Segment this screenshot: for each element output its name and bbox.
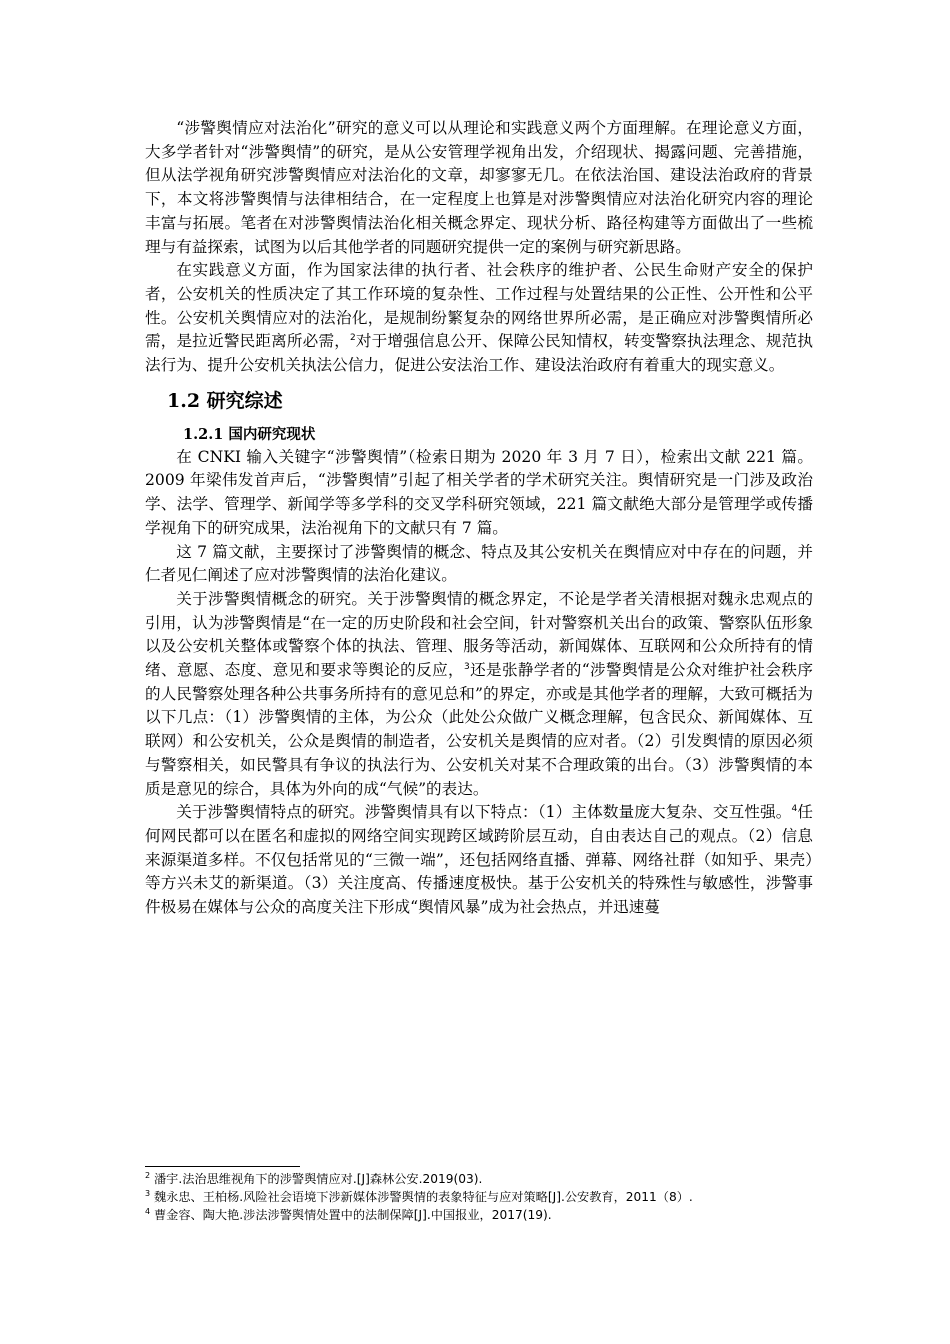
footnote-number: 2: [145, 1171, 151, 1180]
footnote-text: 潘宇.法治思维视角下的涉警舆情应对.[J]森林公安.2019(03).: [153, 1172, 483, 1186]
footnote-3: [145, 1188, 813, 1206]
footnote-separator: [145, 1166, 300, 1167]
footnote-text: 曹金容、陶大艳.涉法涉警舆情处置中的法制保障[J].中国报业，2017(19).: [153, 1208, 552, 1222]
paragraph-significance-intro: “涉警舆情应对法治化”研究的意义可以从理论和实践意义两个方面理解。在理论意义方面，大多学者针对“涉警舆情”的研究，是从公安管理学视角出发，介绍现状、揭露问题、完善措施，但从法学视角研究涉警舆情应对法治化的文章，却寥寥无几。在依法治国、建设法治政府的背景下，本文将涉警舆情与法律相结合，在一定程度上也算是对涉警舆情应对法治化研究内容的理论丰富与拓展。笔者在对涉警舆情法治化相关概念界定、现状分析、路径构建等方面做出了一些梳理与有益探索，试图为以后其他学者的同题研究提供一定的案例与研究新思路。: [145, 119, 813, 256]
paragraph-cnki-search: 在 CNKI 输入关键字“涉警舆情”（检索日期为 2020 年 3 月 7 日），检索出文献 221 篇。2009 年梁伟发首声后，“涉警舆情”引起了相关学者的学术研究关注。舆情研究是一门涉及政治学、法学、管理学、新闻学等多学科的交叉学科研究领域，221 篇文献绝大部分是管理学或传播学视角下的研究成果，法治视角下的文献只有 7 篇。: [145, 447, 813, 537]
paragraph-seven-papers: 这 7 篇文献，主要探讨了涉警舆情的概念、特点及其公安机关在舆情应对中存在的问题，并仁者见仁阐述了应对涉警舆情的法治化建议。: [145, 542, 813, 585]
footnote-number: 4: [145, 1207, 151, 1216]
paragraph-concept-research: [145, 588, 813, 801]
section-heading: 1.2 研究综述: [167, 389, 283, 412]
paragraph-text: 关于涉警舆情特点的研究。涉警舆情具有以下特点：（1）主体数量庞大复杂、交互性强。: [176, 803, 792, 822]
paragraph-text: 对于增强信息公开、保障公民知情权，转变警察执法理念、规范执法行为、提升公安机关执法公信力，促进公安法治工作、建设法治政府有着重大的现实意义。: [145, 332, 813, 375]
footnote-ref-3: 3: [463, 662, 470, 673]
paragraph-text: 还是张静学者的“涉警舆情是公众对维护社会秩序的人民警察处理各种公共事务所持有的意见总和”的界定，亦或是其他学者的理解，大致可概括为以下几点：（1）涉警舆情的主体，为公众（此处公众做广义概念理解，包含民众、新闻媒体、互联网）和公安机关，公众是舆情的制造者，公安机关是舆情的应对者。（2）引发舆情的原因必须与警察相关，如民警具有争议的执法行为、公安机关对某不合理政策的出台。（3）涉警舆情的本质是意见的综合，具体为外向的成“气候”的表达。: [145, 661, 813, 798]
footnote-2: [145, 1170, 813, 1188]
paragraph-text: 关于涉警舆情概念的研究。关于涉警舆情的概念界定，不论是学者关清根据对魏永忠观点的引用，认为涉警舆情是“在一定的历史阶段和社会空间，针对警察机关出台的政策、警察队伍形象以及公安机关整体或警察个体的执法、管理、服务等活动，新闻媒体、互联网和公众所持有的情绪、意愿、态度、意见和要求等舆论的反应，: [145, 589, 813, 680]
footnote-4: [145, 1206, 813, 1224]
paragraph-text: 任何网民都可以在匿名和虚拟的网络空间实现跨区域跨阶层互动，自由表达自己的观点。（2）信息来源渠道多样。不仅包括常见的“三微一端”，还包括网络直播、弹幕、网络社群（如知乎、果壳）等方兴未艾的新渠道。（3）关注度高、传播速度极快。基于公安机关的特殊性与敏感性，涉警事件极易在媒体与公众的高度关注下形成“舆情风暴”成为社会热点，并迅速蔓: [145, 803, 813, 917]
document-page: [145, 117, 813, 920]
footnote-text: 魏永忠、王柏杨.风险社会语境下涉新媒体涉警舆情的表象特征与应对策略[J].公安教育，2011（8）.: [153, 1190, 693, 1204]
footnote-ref-2: 2: [349, 333, 356, 344]
paragraph-features-research: [145, 801, 813, 920]
paragraph-practical-significance: [145, 259, 813, 378]
footnote-ref-4: 4: [791, 804, 798, 815]
footnotes: [145, 1170, 813, 1224]
paragraph-text: 在实践意义方面，作为国家法律的执行者、社会秩序的维护者、公民生命财产安全的保护者，公安机关的性质决定了其工作环境的复杂性、工作过程与处置结果的公正性、公开性和公平性。公安机关舆情应对的法治化，是规制纷繁复杂的网络世界所必需，是正确应对涉警舆情所必需，是拉近警民距离所必需，: [145, 261, 813, 351]
footnote-number: 3: [145, 1189, 151, 1198]
subsection-heading: 1.2.1 国内研究现状: [183, 425, 316, 443]
